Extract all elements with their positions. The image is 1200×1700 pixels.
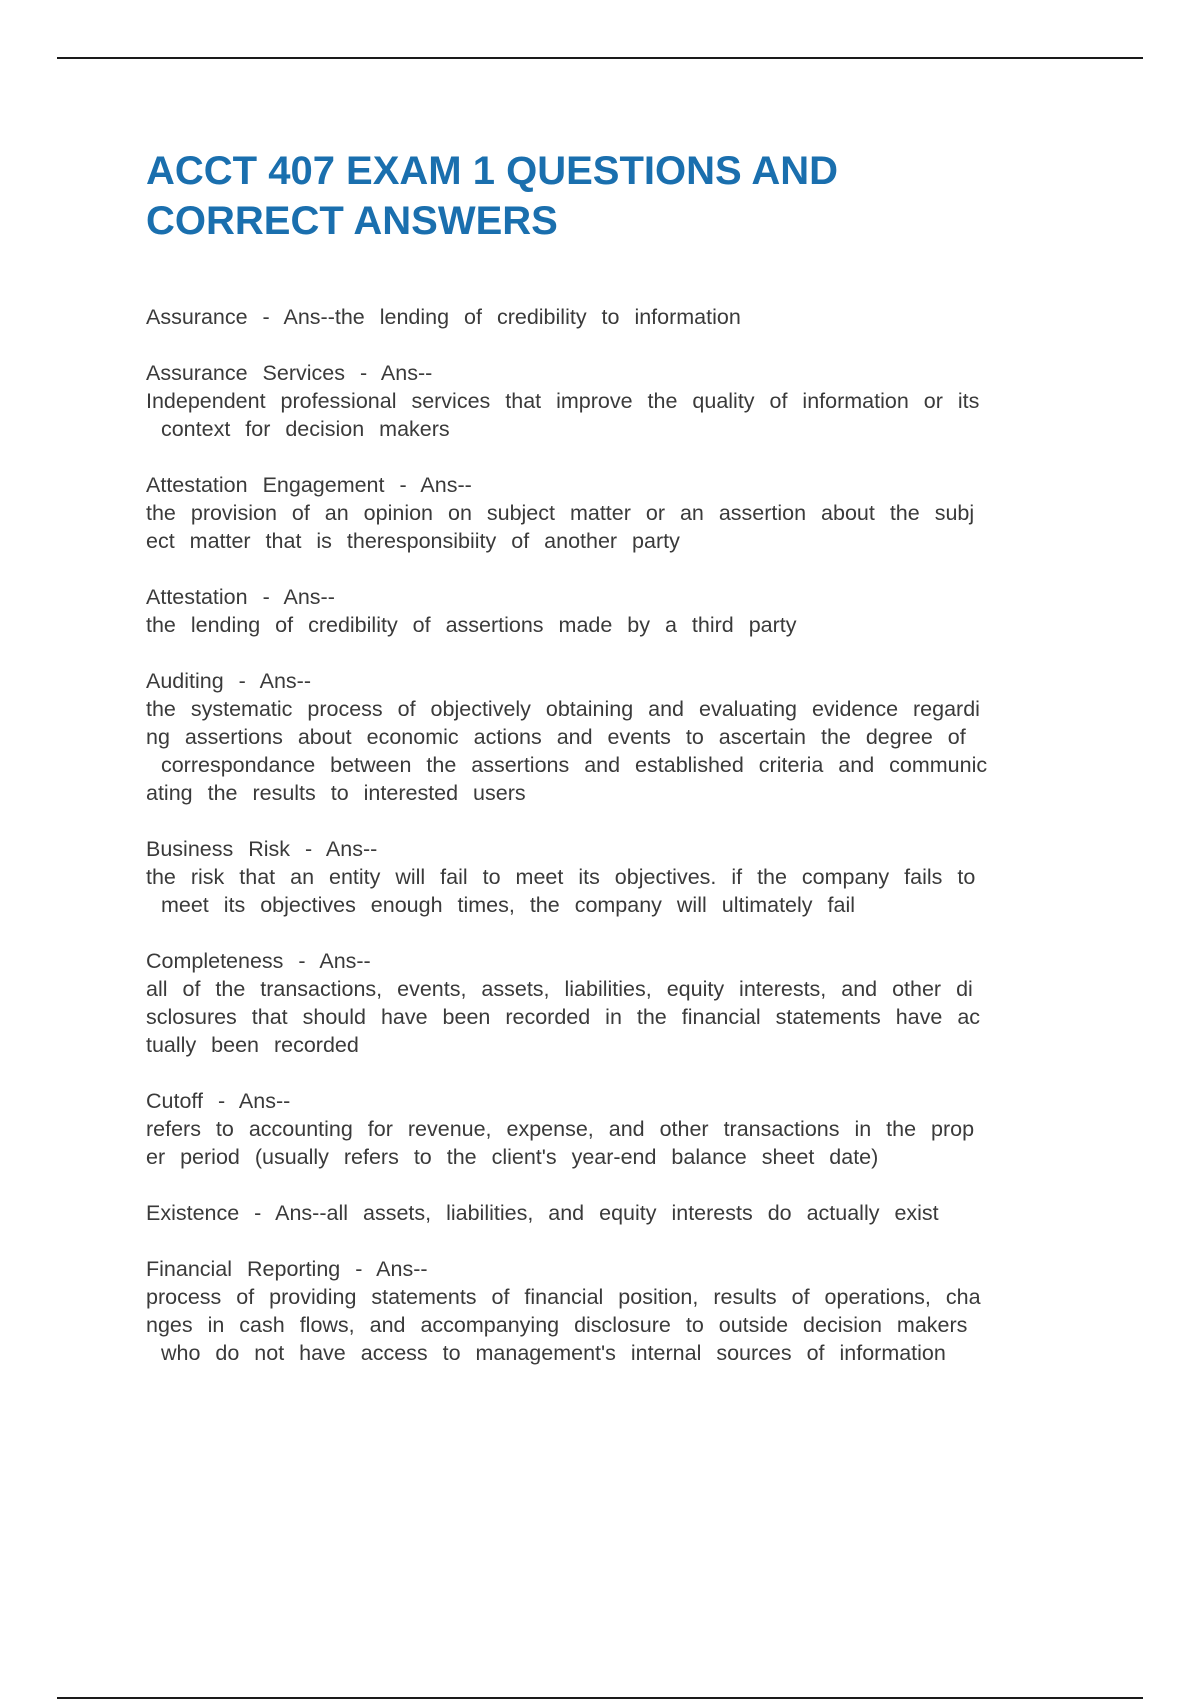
page-title-line-1: ACCT 407 EXAM 1 QUESTIONS AND	[146, 149, 838, 193]
definition-line: the lending of credibility to information	[334, 305, 741, 329]
definition-line: ect matter that is theresponsibiity of another party	[146, 529, 680, 553]
definition-line: ng assertions about economic actions and events to ascertain the degree of	[146, 725, 966, 749]
definition	[146, 499, 1086, 555]
definition-line: the provision of an opinion on subject matter or an assertion about the subj	[146, 501, 975, 525]
definition-entry	[146, 303, 1086, 331]
term: Auditing - Ans--	[146, 669, 311, 693]
definition-entry	[146, 835, 1086, 919]
definition	[146, 863, 1086, 919]
definition-entry	[146, 471, 1086, 555]
term: Completeness - Ans--	[146, 949, 371, 973]
definition-line: who do not have access to management's internal sources of information	[146, 1341, 946, 1365]
term: Existence - Ans--	[146, 1201, 327, 1225]
term: Attestation - Ans--	[146, 585, 335, 609]
definition-line: meet its objectives enough times, the company will ultimately fail	[146, 893, 855, 917]
definition-line: Independent professional services that improve the quality of information or its	[146, 389, 980, 413]
definition-entry	[146, 583, 1086, 639]
definitions-list	[146, 303, 1086, 1395]
definition-line: correspondance between the assertions and established criteria and communic	[146, 753, 988, 777]
definition-line: the risk that an entity will fail to meet its objectives. if the company fails to	[146, 865, 976, 889]
definition-line: the lending of credibility of assertions made by a third party	[146, 613, 797, 637]
page-title	[146, 146, 1046, 246]
bottom-rule	[57, 1697, 1143, 1699]
definition	[146, 611, 1086, 639]
definition	[146, 975, 1086, 1059]
definition-line: context for decision makers	[146, 417, 450, 441]
definition	[146, 695, 1086, 807]
definition-line: process of providing statements of financial position, results of operations, cha	[146, 1285, 981, 1309]
term: Assurance Services - Ans--	[146, 361, 433, 385]
definition	[327, 1201, 939, 1225]
definition-line: sclosures that should have been recorded in the financial statements have ac	[146, 1005, 981, 1029]
term: Business Risk - Ans--	[146, 837, 378, 861]
definition-line: all assets, liabilities, and equity interests do actually exist	[326, 1201, 939, 1225]
definition-line: all of the transactions, events, assets, liabilities, equity interests, and other di	[146, 977, 973, 1001]
definition	[146, 387, 1086, 443]
page-title-line-2: CORRECT ANSWERS	[146, 199, 558, 243]
term: Cutoff - Ans--	[146, 1089, 291, 1113]
definition-line: nges in cash flows, and accompanying disclosure to outside decision makers	[146, 1313, 968, 1337]
term: Assurance - Ans--	[146, 305, 335, 329]
definition	[146, 1115, 1086, 1171]
definition-entry	[146, 1255, 1086, 1367]
top-rule	[57, 57, 1143, 59]
definition-line: refers to accounting for revenue, expense, and other transactions in the prop	[146, 1117, 975, 1141]
definition-line: tually been recorded	[146, 1033, 359, 1057]
definition-line: ating the results to interested users	[146, 781, 526, 805]
definition-line: er period (usually refers to the client's year-end balance sheet date)	[146, 1145, 879, 1169]
definition	[335, 305, 741, 329]
definition	[146, 1283, 1086, 1367]
definition-entry	[146, 1199, 1086, 1227]
term: Financial Reporting - Ans--	[146, 1257, 428, 1281]
definition-entry	[146, 947, 1086, 1059]
definition-entry	[146, 359, 1086, 443]
definition-entry	[146, 667, 1086, 807]
definition-entry	[146, 1087, 1086, 1171]
definition-line: the systematic process of objectively obtaining and evaluating evidence regardi	[146, 697, 980, 721]
term: Attestation Engagement - Ans--	[146, 473, 472, 497]
